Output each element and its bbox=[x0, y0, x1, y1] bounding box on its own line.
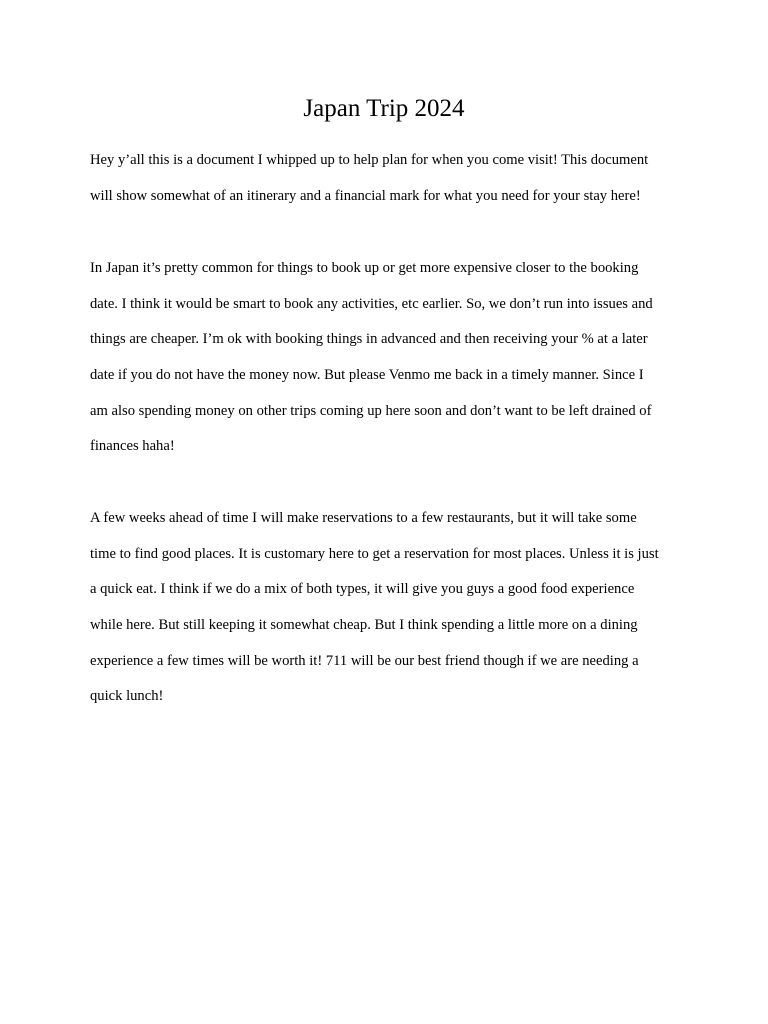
paragraph-line: date if you do not have the money now. But please Venmo me back in a timely manner. Since I bbox=[90, 367, 644, 384]
paragraph-line: while here. But still keeping it somewhat cheap. But I think spending a little more on a dining bbox=[90, 617, 638, 634]
paragraph-dining bbox=[90, 501, 680, 715]
paragraph-intro bbox=[90, 143, 680, 214]
paragraph-line: quick lunch! bbox=[90, 688, 164, 705]
paragraph-line: a quick eat. I think if we do a mix of both types, it will give you guys a good food experience bbox=[90, 581, 635, 598]
paragraph-line: finances haha! bbox=[90, 438, 175, 455]
paragraph-line: date. I think it would be smart to book any activities, etc earlier. So, we don’t run into issues and bbox=[90, 295, 653, 312]
paragraph-line: experience a few times will be worth it! 711 will be our best friend though if we are needing a bbox=[90, 652, 639, 669]
paragraph-line: A few weeks ahead of time I will make reservations to a few restaurants, but it will take some bbox=[90, 510, 637, 526]
paragraph-line: Hey y’all this is a document I whipped up to help plan for when you come visit! This document bbox=[90, 152, 649, 168]
paragraph-line: time to find good places. It is customary here to get a reservation for most places. Unless it is just bbox=[90, 545, 659, 562]
paragraph-line: will show somewhat of an itinerary and a financial mark for what you need for your stay here! bbox=[90, 187, 641, 204]
paragraph-line: am also spending money on other trips coming up here soon and don’t want to be left drained of bbox=[90, 402, 652, 419]
paragraph-booking bbox=[90, 251, 680, 465]
paragraph-line: things are cheaper. I’m ok with booking things in advanced and then receiving your % at a later bbox=[90, 331, 648, 348]
document-title: Japan Trip 2024 bbox=[303, 95, 465, 122]
paragraph-line: In Japan it’s pretty common for things to book up or get more expensive closer to the booking bbox=[90, 260, 639, 276]
